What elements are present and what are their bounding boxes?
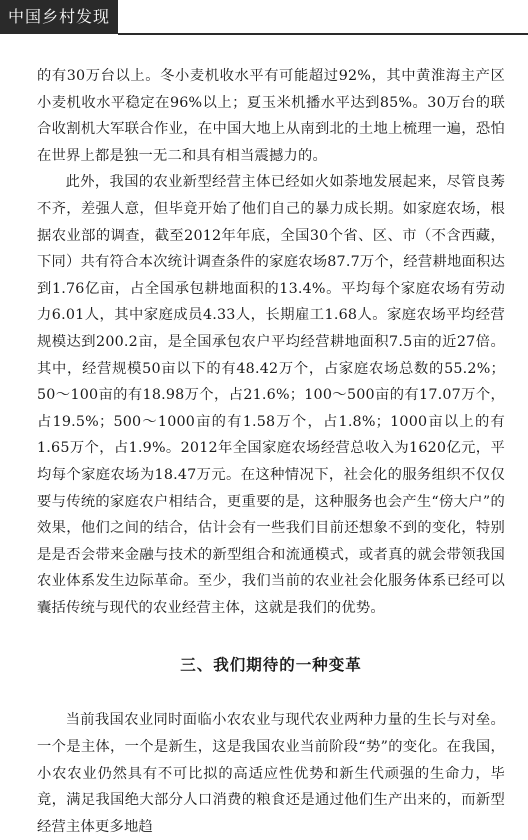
running-header-title: 中国乡村发现 bbox=[8, 7, 111, 26]
paragraph-new-business-entities: 此外，我国的农业新型经营主体已经如火如荼地发展起来，尽管良莠不齐，差强人意，但毕竟开始了他们自己的暴力成长期。如家庭农场，根据农业部的调查，截至2012年年底，全国30个省、区、市（不含西藏，下同）共有符合本次统计调查条件的家庭农场87.7万个，经营耕地面积达到1.76亿亩，占全国承包耕地面积的13.4%。平均每个家庭农场有劳动力6.01人，其中家庭成员4.33人，长期雇工1.68人。家庭农场平均经营规模达到200.2亩，是全国承包农户平均经营耕地面积7.5亩的近27倍。其中，经营规模50亩以下的有48.42万个，占家庭农场总数的55.2%；50～100亩的有18.98万个，占21.6%；100～500亩的有17.07万个，占19.5%；500～1000亩的有1.58万个，占1.8%；1000亩以上的有1.65万个，占1.9%。2012年全国家庭农场经营总收入为1620亿元，平均每个家庭农场为18.47万元。在这种情况下，社会化的服务组织不仅仅要与传统的家庭农户相结合，更重要的是，这种服务也会产生“傍大户”的效果，他们之间的结合，估计会有一些我们目前还想象不到的变化，特别是是否会带来金融与技术的新型组合和流通模式，或者真的就会带领我国农业体系发生边际革命。至少，我们当前的农业社会化服务体系已经可以囊括传统与现代的农业经营主体，这就是我们的优势。 bbox=[37, 174, 505, 616]
page-body bbox=[37, 63, 505, 840]
section-heading: 三、我们期待的一种变革 bbox=[180, 656, 362, 675]
header-rule bbox=[118, 33, 528, 35]
paragraph-section-intro: 当前我国农业同时面临小农农业与现代农业两种力量的生长与对垒。一个是主体，一个是新生，这是我国农业当前阶段“势”的变化。在我国，小农农业仍然具有不可比拟的高适应性优势和新生代顽强的生命力，毕竟，满足我国绝大部分人口消费的粮食还是通过他们生产出来的，而新型经营主体更多地趋 bbox=[37, 712, 505, 835]
paragraph-continued: 的有30万台以上。冬小麦机收水平有可能超过92%，其中黄淮海主产区小麦机收水平稳定在96%以上；夏玉米机播水平达到85%。30万台的联合收割机大军联合作业，在中国大地上从南到北的土地上梳理一遍，恐怕在世界上都是独一无二和具有相当震撼力的。 bbox=[37, 68, 505, 164]
running-header-tab bbox=[0, 0, 118, 34]
